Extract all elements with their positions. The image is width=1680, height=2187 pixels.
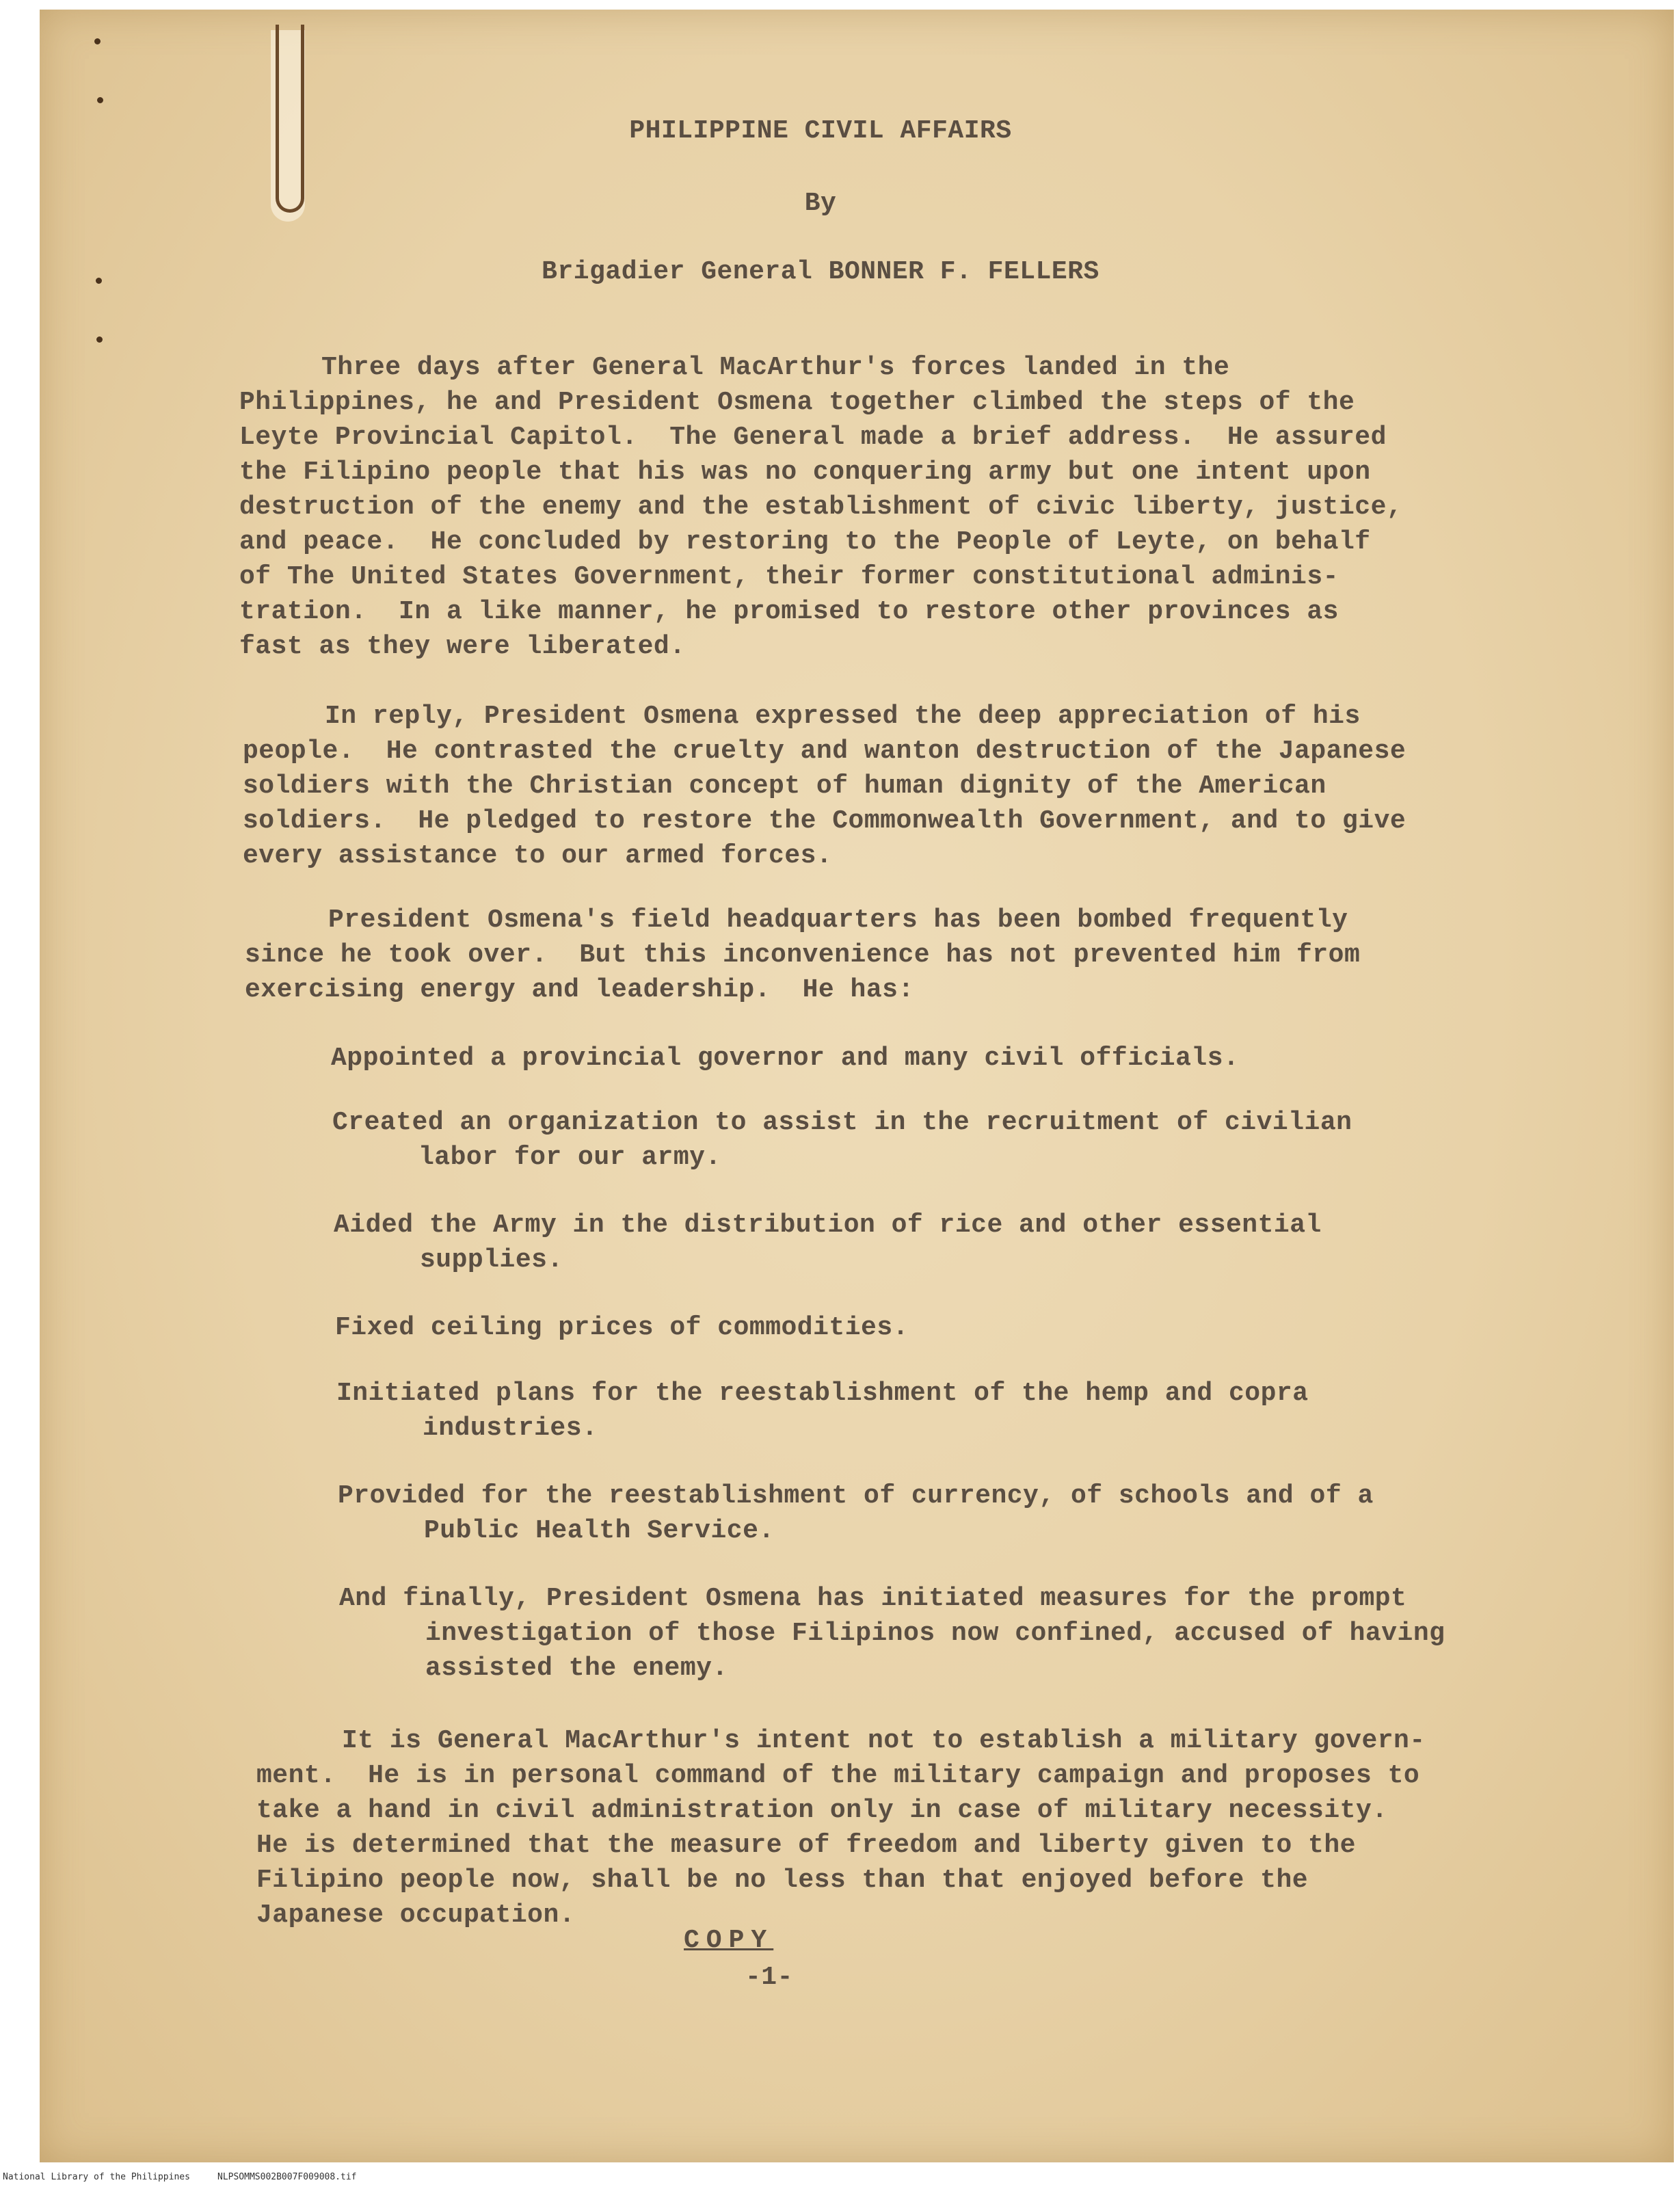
paragraph-1-line: Three days after General MacArthur's forces landed in the <box>321 353 1230 382</box>
paragraph-1-line: tration. In a like manner, he promised to restore other provinces as <box>239 597 1339 626</box>
accomplishment-item: Provided for the reestablishment of currency, of schools and of a <box>338 1481 1374 1511</box>
accomplishment-item: Aided the Army in the distribution of rice and other essential <box>334 1210 1322 1240</box>
accomplishment-item: Created an organization to assist in the recruitment of civilian <box>332 1108 1352 1137</box>
paragraph-3-line: since he took over. But this inconvenience has not prevented him from <box>245 940 1361 970</box>
paragraph-4-line: ment. He is in personal command of the military campaign and proposes to <box>256 1761 1420 1790</box>
copy-stamp: COPY <box>684 1926 774 1955</box>
paragraph-1-line: destruction of the enemy and the establishment of civic liberty, justice, <box>239 492 1403 522</box>
footer-file-id: NLPSOMMS002B007F009008.tif <box>217 2172 357 2182</box>
paragraph-4-line: Filipino people now, shall be no less than that enjoyed before the <box>256 1866 1309 1895</box>
by-line: By <box>804 189 837 218</box>
paragraph-3-line: President Osmena's field headquarters has been bombed frequently <box>328 905 1348 935</box>
paragraph-1-line: Leyte Provincial Capitol. The General made a brief address. He assured <box>239 423 1387 452</box>
paragraph-1-line: and peace. He concluded by restoring to the People of Leyte, on behalf <box>239 527 1371 557</box>
paragraph-1-line: Philippines, he and President Osmena together climbed the steps of the <box>239 388 1355 417</box>
footer-library: National Library of the Philippines <box>3 2172 190 2182</box>
ink-spot <box>94 38 101 44</box>
accomplishment-item-continuation: Public Health Service. <box>424 1516 775 1546</box>
paragraph-4-line: Japanese occupation. <box>256 1900 576 1930</box>
paragraph-2-line: people. He contrasted the cruelty and wanton destruction of the Japanese <box>243 737 1406 766</box>
paper-clip <box>276 25 304 213</box>
paragraph-3-line: exercising energy and leadership. He has: <box>245 975 914 1005</box>
accomplishment-item: Fixed ceiling prices of commodities. <box>335 1313 909 1342</box>
ink-spot <box>97 97 103 103</box>
paragraph-4-line: It is General MacArthur's intent not to establish a military govern- <box>342 1726 1426 1755</box>
final-item-line: assisted the enemy. <box>425 1654 728 1683</box>
paragraph-2-line: soldiers. He pledged to restore the Commonwealth Government, and to give <box>243 806 1406 836</box>
accomplishment-item: Initiated plans for the reestablishment of the hemp and copra <box>336 1379 1309 1408</box>
paragraph-1-line: of The United States Government, their former constitutional adminis- <box>239 562 1339 592</box>
document-title: PHILIPPINE CIVIL AFFAIRS <box>629 116 1012 146</box>
paragraph-1-line: the Filipino people that his was no conquering army but one intent upon <box>239 458 1371 487</box>
accomplishment-item-continuation: labor for our army. <box>418 1143 721 1172</box>
accomplishment-item-continuation: supplies. <box>420 1245 563 1275</box>
paragraph-4-line: He is determined that the measure of freedom and liberty given to the <box>256 1831 1356 1860</box>
paragraph-2-line: In reply, President Osmena expressed the deep appreciation of his <box>325 702 1361 731</box>
accomplishment-item: Appointed a provincial governor and many civil officials. <box>331 1044 1240 1073</box>
scan-footer <box>0 2169 1680 2187</box>
author-line: Brigadier General BONNER F. FELLERS <box>542 257 1099 287</box>
final-item-line: investigation of those Filipinos now confined, accused of having <box>425 1619 1445 1648</box>
accomplishment-item-continuation: industries. <box>423 1414 598 1443</box>
page-number: -1- <box>745 1963 793 1992</box>
final-item-line: And finally, President Osmena has initiated measures for the prompt <box>339 1584 1407 1613</box>
ink-spot <box>96 278 102 284</box>
paragraph-1-line: fast as they were liberated. <box>239 632 686 661</box>
paragraph-4-line: take a hand in civil administration only in case of military necessity. <box>256 1796 1388 1825</box>
paragraph-2-line: soldiers with the Christian concept of human dignity of the American <box>243 771 1326 801</box>
paragraph-2-line: every assistance to our armed forces. <box>243 841 833 871</box>
ink-spot <box>96 336 103 343</box>
